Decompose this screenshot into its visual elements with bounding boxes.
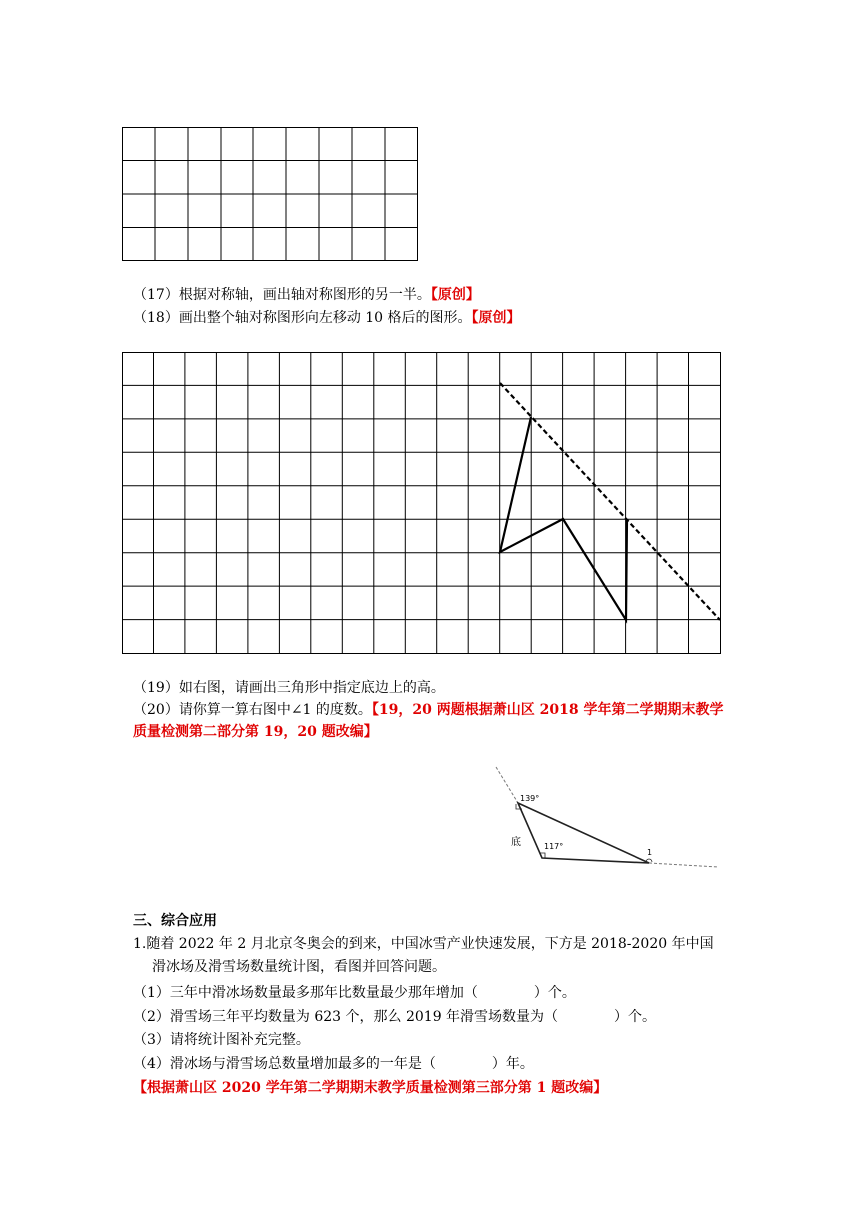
- problem-1-q4: （4）滑冰场与滑雪场总数量增加最多的一年是（ ）年。: [133, 1056, 534, 1072]
- question-20-source-tag-cont: 质量检测第二部分第 19，20 题改编】: [133, 724, 378, 740]
- question-20: [133, 700, 723, 720]
- question-18: [133, 308, 521, 328]
- angle-139-label: 139°: [520, 794, 540, 803]
- small-grid: [122, 127, 418, 261]
- problem-1-q1: （1）三年中滑冰场数量最多那年比数量最少那年增加（ ）个。: [133, 985, 576, 1001]
- problem-1-q2: （2）滑雪场三年平均数量为 623 个，那么 2019 年滑雪场数量为（ ）个。: [133, 1009, 657, 1025]
- large-grid: [122, 352, 722, 654]
- question-18-source-tag: 【原创】: [471, 310, 521, 326]
- section-3-title: 三、综合应用: [133, 913, 217, 929]
- triangle-figure: [496, 766, 722, 870]
- question-19-text: （19）如右图，请画出三角形中指定底边上的高。: [133, 680, 445, 696]
- question-20-text: （20）请你算一算右图中∠1 的度数。: [133, 702, 372, 718]
- base-label: 底: [511, 837, 521, 848]
- question-17: [133, 285, 480, 305]
- problem-1-intro-cont: 滑冰场及滑雪场数量统计图，看图并回答问题。: [152, 959, 446, 975]
- half-figure: [500, 417, 627, 620]
- angle-117-label: 117°: [544, 842, 564, 851]
- angle-1-label: 1: [647, 848, 653, 857]
- problem-1-intro: 1.随着 2022 年 2 月北京冬奥会的到来，中国冰雪产业快速发展，下方是 2018-2020 年中国: [133, 936, 714, 952]
- question-17-text: （17）根据对称轴，画出轴对称图形的另一半。: [133, 287, 431, 303]
- question-20-source-tag: 【19，20 两题根据萧山区 2018 学年第二学期期末教学: [371, 702, 724, 718]
- question-19: [133, 678, 445, 698]
- question-17-source-tag: 【原创】: [430, 287, 480, 303]
- problem-1-source-tag: 【根据萧山区 2020 学年第二学期期末教学质量检测第三部分第 1 题改编】: [133, 1080, 608, 1096]
- problem-1-q3: （3）请将统计图补充完整。: [133, 1032, 310, 1048]
- question-18-text: （18）画出整个轴对称图形向左移动 10 格后的图形。: [133, 310, 472, 326]
